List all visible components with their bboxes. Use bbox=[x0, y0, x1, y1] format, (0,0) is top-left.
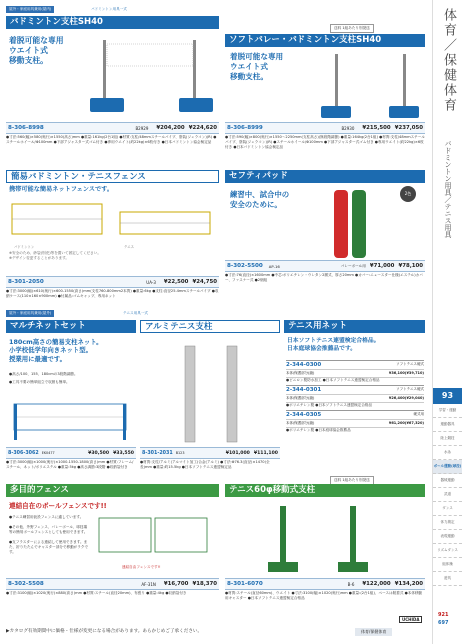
price-tax: ¥78,100 bbox=[398, 263, 423, 269]
price-tax: ¥134,200 bbox=[394, 581, 423, 587]
ref-page: 697 bbox=[438, 620, 449, 626]
product-code: 8-302-5508 bbox=[8, 581, 44, 587]
category-tag bbox=[88, 6, 130, 13]
product-desc: バレーボール用 bbox=[340, 263, 366, 268]
product-code: 8-301-2031 bbox=[142, 450, 173, 456]
tag-text: 送料 1組あたり別発送 bbox=[334, 26, 370, 30]
product-image bbox=[145, 340, 275, 445]
price: ¥26,400 bbox=[388, 395, 405, 400]
price-tax: (¥39,710) bbox=[404, 371, 424, 375]
price: ¥30,500 bbox=[88, 450, 110, 456]
product-spec: ●寸法:590(幅)×800(奥行)×1550〜2250mm(支柱高さ)(無段階調節) ●重量:164kg(2台1組) ●材質:支柱/48mmスチールパイプ、塗装(ジェラコン)(R) ●スチールホイール/Φ100mm ●下部アジャスター式ゴム付き ●専用ウエイト(約22kg)×6枚付き ●日本バドミントン協会検定品 bbox=[225, 135, 425, 149]
price-tax: (¥29,040) bbox=[404, 395, 424, 400]
net-table bbox=[286, 360, 424, 435]
nav-item[interactable]: リズムダンス bbox=[433, 544, 462, 558]
product-spec: ●ポリエチレン製 ●日本庭球協会推薦品 bbox=[286, 427, 351, 432]
price-tax: ¥111,100 bbox=[253, 450, 278, 456]
bullet: ●高さ/100、155、180cmの3段階調節。 bbox=[9, 372, 78, 376]
tag-text: 屋外・家庭用具兼用(屋外) bbox=[9, 311, 52, 315]
model-number: B123 bbox=[175, 451, 185, 455]
brand-logo: UCHIDA bbox=[399, 616, 422, 623]
nav-item[interactable]: 器械運動 bbox=[433, 474, 462, 488]
product-spec: ●寸法:560(幅)×580(奥行)×1550(高さ)mm ●重量:161kg(2台1組) ●材質:支柱/48mmスチールパイプ、塗装(ジェラコン)(R) ●スチールホイール/Φ100mm ●下部アジャスター式ゴム付き ●専用ウエイト(約22kg)×6枚付き ●日本バドミントン協会検定品 bbox=[6, 135, 217, 144]
model-number: B-6 bbox=[347, 581, 355, 587]
tag-text: テニス用具一式 bbox=[123, 311, 149, 315]
price-bar bbox=[225, 122, 425, 134]
product-catch: 着脱可能な専用 ウエイト式 移動支柱。 bbox=[9, 36, 64, 66]
price-bar bbox=[6, 447, 136, 459]
tag-text: 屋外・家庭用具兼用(屋内) bbox=[9, 7, 52, 11]
bullet: ●支フラスターによる連結して使用できます。また、折りたたんでキャスター部分で移動がラクです。 bbox=[9, 540, 89, 554]
price-bar bbox=[225, 260, 425, 272]
product-catch: 練習中、試合中の 安全のために。 bbox=[230, 190, 290, 209]
price: ¥36,100 bbox=[388, 371, 405, 375]
product-code: 2-344-0305 bbox=[286, 411, 322, 418]
product-code: 8-302-5500 bbox=[227, 263, 263, 269]
price: ¥215,500 bbox=[362, 125, 391, 131]
price-tax: ¥18,370 bbox=[192, 581, 217, 587]
price: ¥101,000 bbox=[225, 450, 250, 456]
product-image bbox=[85, 38, 215, 118]
side-title: 体育／保健体育 bbox=[441, 8, 456, 113]
product-catch: 日本ソフトテニス連盟検定合格品。 日本庭球協会推薦品です。 bbox=[287, 338, 380, 352]
nav-item[interactable]: 学習・運動 bbox=[433, 404, 462, 418]
product-image bbox=[240, 502, 415, 577]
bullet: ●工具不要の簡単組立で収納も簡単。 bbox=[9, 380, 70, 384]
product-code: 8-301-6070 bbox=[227, 581, 263, 587]
price: ¥204,200 bbox=[156, 125, 185, 131]
side-subtitle: バドミントン用具／テニス用具 bbox=[444, 140, 452, 238]
model-number: AF-31N bbox=[141, 581, 156, 587]
price: ¥61,200 bbox=[388, 420, 405, 425]
nav-item-active[interactable]: ボール運動(球技) bbox=[433, 460, 462, 474]
price-tax: ¥237,050 bbox=[394, 125, 423, 131]
note: ※安全のため、砂袋(別売)等を置いて固定してください。 ※デザイン変更することがあります。 bbox=[9, 251, 101, 260]
net-name: ソフトテニス硬式 bbox=[396, 386, 424, 391]
price: ¥16,700 bbox=[163, 581, 189, 587]
category-tag bbox=[6, 6, 54, 13]
product-title: マルチネットセット bbox=[6, 320, 136, 333]
category-tag bbox=[6, 310, 54, 317]
bullet: ●その他、外野フェンス、バレーボール、球技場等の簡易ボールフェンスとしても使用できます。 bbox=[9, 525, 88, 534]
product-title: セフティパッド bbox=[225, 170, 425, 183]
product-catch: 連結自在のボールフェンスです!! bbox=[9, 502, 107, 510]
product-title: テニス用ネット bbox=[284, 320, 425, 333]
product-title: 多目的フェンス bbox=[6, 484, 219, 497]
price-bar bbox=[6, 578, 219, 590]
product-catch: 携帯可能な簡易ネットフェンスです。 bbox=[9, 186, 114, 193]
image-caption: バドミントン bbox=[14, 245, 35, 249]
nav-item[interactable]: 遊具 bbox=[433, 572, 462, 586]
tag-text: バドミントン用具一式 bbox=[91, 7, 127, 11]
nav-item[interactable]: 水泳 bbox=[433, 446, 462, 460]
model-number: B2930 bbox=[341, 125, 355, 131]
net-sub: 本体/保護部分(縫) bbox=[286, 420, 315, 425]
net-name: 硬式用 bbox=[413, 411, 424, 416]
ref-page: 921 bbox=[438, 612, 449, 618]
tag-text: 送料 1組あたり別発送 bbox=[334, 478, 370, 482]
product-code: 8-306-8999 bbox=[227, 125, 263, 131]
price-bar bbox=[6, 122, 219, 134]
price-bar bbox=[225, 578, 425, 590]
net-row bbox=[286, 385, 424, 403]
net-item bbox=[286, 385, 424, 408]
price-tax: ¥24,750 bbox=[192, 279, 217, 285]
product-title: 簡易バドミントン・テニスフェンス bbox=[6, 170, 219, 183]
model-number: EK0477 bbox=[41, 451, 55, 455]
price: ¥71,000 bbox=[369, 263, 395, 269]
net-name: ソフトテニス硬式 bbox=[396, 362, 424, 366]
model-number: AP-16 bbox=[268, 263, 280, 269]
page-number: 93 bbox=[433, 388, 462, 404]
product-code: 8-301-2050 bbox=[8, 279, 44, 285]
model-number: B2929 bbox=[135, 125, 149, 131]
net-item bbox=[286, 360, 424, 383]
product-spec: ●材質:支柱/アルミ(アルマイト加工)合金(アルミ) ●寸法:Φ76.3(直径)×1470(全長)mm ●重量:約15.5kg ●日本ソフトテニス連盟検定品 bbox=[140, 460, 270, 469]
product-title: バドミントン支柱SH40 bbox=[6, 16, 219, 29]
product-spec: ●材質:スチール(直径60mm)、ウエイト ●寸法:3100(幅)×1020(奥行)mm ●重量:(2台1組)、ベースは脱着式 ●本体移動用キャスター ●日本ソフトテニス連盟検定合格品 bbox=[225, 591, 423, 600]
delivery-tag bbox=[330, 24, 374, 33]
net-row bbox=[286, 410, 424, 428]
model-number: UA-3 bbox=[146, 279, 156, 285]
net-sub: 本体/保護部分(縫) bbox=[286, 371, 315, 375]
nav-item[interactable]: 表現運動 bbox=[433, 530, 462, 544]
net-sub: 本体/保護部分(縫) bbox=[286, 395, 315, 400]
product-image bbox=[10, 396, 132, 446]
product-code: 8-306-3062 bbox=[8, 450, 39, 456]
nav-item[interactable]: 運動器具 bbox=[433, 418, 462, 432]
product-spec: ●寸法:3000(幅)×1000(奥行)×1000-1550-1800(高さ)mm ●材質:フレーム/スチール、ネット/ポリエステル ●重量:5kg ●高さ調節:3段階 ●収納袋付き bbox=[6, 460, 134, 469]
product-image bbox=[315, 52, 425, 122]
product-image bbox=[320, 186, 400, 260]
image-caption: 連結自由フェンスです!! bbox=[122, 565, 161, 569]
nav-item[interactable]: 体力測定 bbox=[433, 516, 462, 530]
nav-item[interactable]: ダンス bbox=[433, 502, 462, 516]
product-catch: 180cm高さの簡易支柱ネット。 小学校低学年向きネット型。 授業用に最適です。 bbox=[9, 338, 103, 363]
nav-item[interactable]: 陸上競技 bbox=[433, 432, 462, 446]
product-image bbox=[95, 512, 217, 568]
product-catch: 着脱可能な専用 ウエイト式 移動支柱。 bbox=[230, 52, 284, 81]
price-tax: ¥224,620 bbox=[188, 125, 217, 131]
price: ¥122,000 bbox=[362, 581, 391, 587]
price-tax: (¥67,320) bbox=[404, 420, 424, 425]
product-code: 8-306-8998 bbox=[8, 125, 44, 131]
product-spec: ●ビニロン製防水加工 ●日本ソフトテニス連盟検定合格品 bbox=[286, 378, 380, 382]
product-spec: ●ポリエチレン製 ●日本ソフトテニス連盟検定合格品 bbox=[286, 402, 373, 407]
price-bar bbox=[140, 447, 280, 459]
image-caption: テニス bbox=[124, 245, 135, 249]
bullet: ●テニス練習用仮設フェンスに適しています。 bbox=[9, 515, 84, 519]
product-title: アルミテニス支柱 bbox=[140, 320, 280, 333]
category-tag bbox=[120, 310, 151, 317]
nav-item[interactable]: 組体操 bbox=[433, 558, 462, 572]
net-item bbox=[286, 410, 424, 433]
price-tax: ¥33,550 bbox=[113, 450, 134, 456]
nav-item[interactable]: 武道 bbox=[433, 488, 462, 502]
color-badge: 2色 bbox=[400, 186, 416, 202]
product-spec: ●寸法:3100(幅)×1020(奥行)×880(高さ)mm ●材質:スチール(直径20mm)、布張り ●重量:4kg ●収納袋付き bbox=[6, 591, 187, 595]
product-spec: ●寸法:76(直径)×1600mm ●中芯:ポリエチレン・ウレタン2層式、厚さ20mm ●カバー:ニュースター仕様(エステル)カバー、ファスナー式 ●2個組 bbox=[225, 273, 423, 282]
net-row bbox=[286, 360, 424, 378]
footer-note: ▶カタログ有効期間中に価格・仕様が変更になる場合があります。あらかじめご了承ください。 bbox=[6, 629, 203, 634]
footer-tag: 体育/保健体育 bbox=[355, 628, 392, 636]
product-spec: ●寸法:3000(幅)×610(奥行)×600-1550(高さ)mm(支柱760-800mm2本質) ●重量:6kg ●支柱:直径25.4mmスチールパイプ ●収納ケース(110×160×900mm) ●付属品:ゴムキャップ、専用ネット bbox=[6, 289, 219, 298]
product-title: ソフトバレー・バドミントン支柱SH40 bbox=[225, 34, 425, 47]
product-image bbox=[10, 198, 215, 246]
side-nav bbox=[433, 404, 462, 586]
price: ¥22,500 bbox=[163, 279, 189, 285]
product-code: 2-344-0300 bbox=[286, 362, 322, 368]
product-title: テニス60φ移動式支柱 bbox=[225, 484, 425, 497]
price-bar bbox=[6, 276, 219, 288]
product-code: 2-344-0301 bbox=[286, 386, 322, 393]
